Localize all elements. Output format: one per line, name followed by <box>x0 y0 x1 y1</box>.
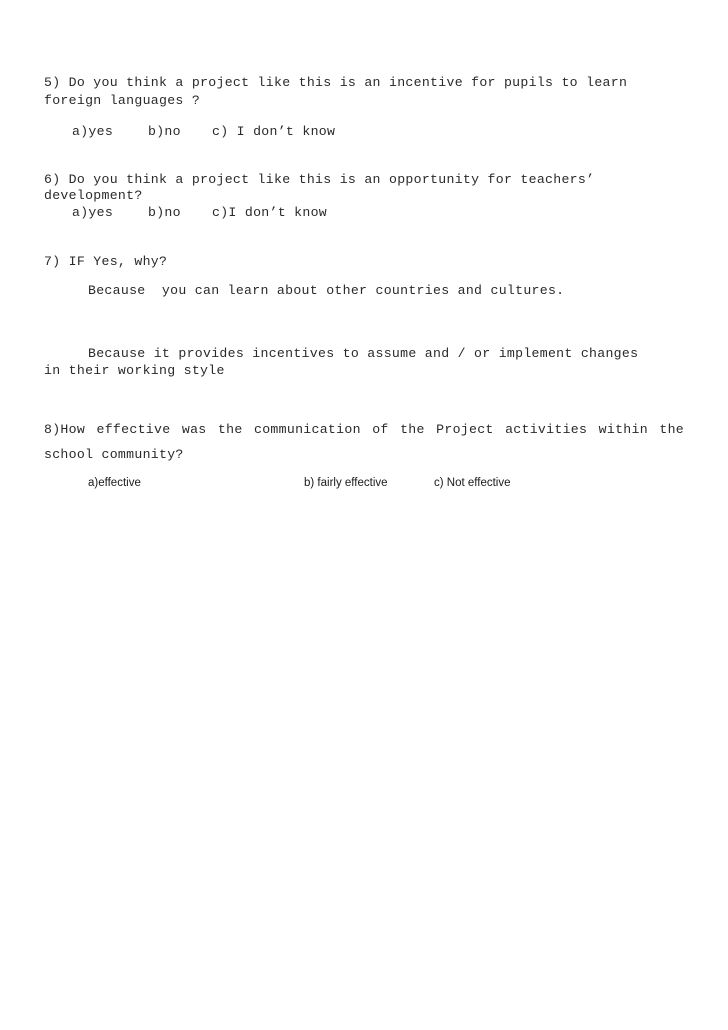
question-7-text: 7) IF Yes, why? <box>44 254 168 269</box>
question-7-answer-1: Because you can learn about other countries and cultures. <box>88 283 565 298</box>
question-5-option-a: a)yes <box>72 124 114 139</box>
question-5-text-line-1: 5) Do you think a project like this is an incentive for pupils to learn <box>44 75 628 90</box>
question-6-text-line-1: 6) Do you think a project like this is an opportunity for teachers’ <box>44 172 595 187</box>
question-5-text-line-2: foreign languages ? <box>44 93 201 108</box>
question-8-option-b: b) fairly effective <box>304 477 388 489</box>
question-6-option-a: a)yes <box>72 205 114 220</box>
question-6-text-line-2: development? <box>44 188 143 203</box>
question-5-option-c: c) I don’t know <box>212 124 336 139</box>
question-5-option-b: b)no <box>148 124 181 139</box>
question-8-option-a: a)effective <box>88 477 141 489</box>
question-8-text: 8)How effective was the communication of the Project activities within the school community? <box>44 422 684 462</box>
question-7-answer-2-line-2: in their working style <box>44 363 225 378</box>
question-8-option-c: c) Not effective <box>434 477 511 489</box>
question-6-option-c: c)I don’t know <box>212 205 327 220</box>
question-6-option-b: b)no <box>148 205 181 220</box>
question-7-answer-2-line-1: Because it provides incentives to assume and / or implement changes <box>88 346 639 361</box>
